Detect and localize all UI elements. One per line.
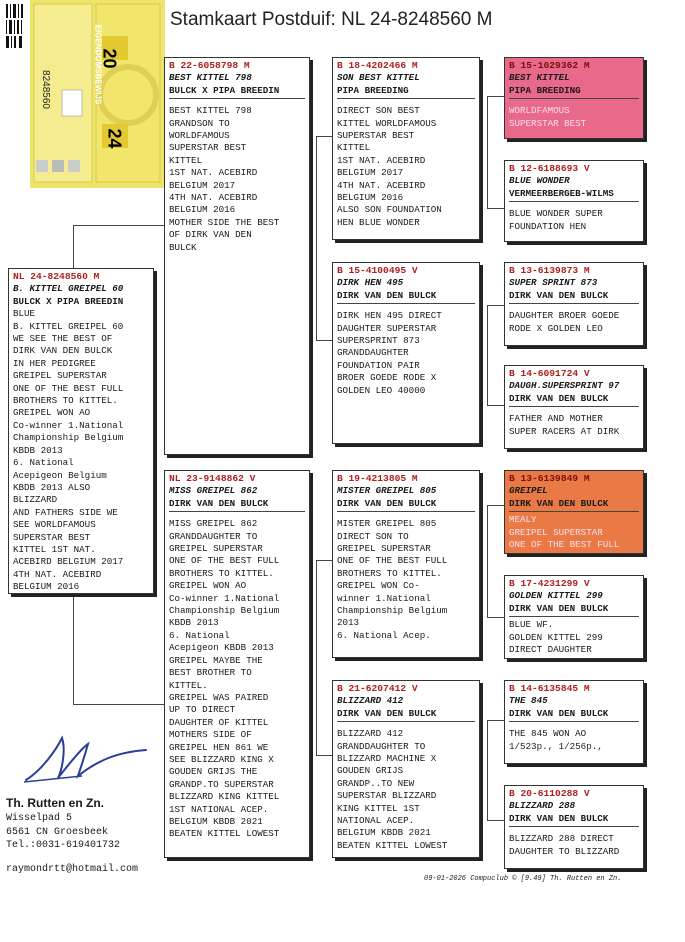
pigeon-card-mff [504, 470, 644, 554]
pigeon-name: DAUGH.SUPERSPRINT 97 [509, 380, 620, 392]
connector-line [487, 505, 488, 617]
pigeon-breeding: DIRK VAN DEN BULCK [337, 708, 475, 722]
connector-line [316, 340, 333, 341]
page-title: Stamkaart Postduif: NL 24-8248560 M [170, 9, 493, 30]
pigeon-name: MISS GREIPEL 862 [169, 485, 258, 497]
breeder-city: 6561 CN Groesbeek [6, 826, 109, 838]
ring-id: B 18-4202466 M [337, 60, 418, 71]
pigeon-notes: BLUE B. KITTEL GREIPEL 60 WE SEE THE BEST OF DIRK VAN DEN BULCK IN HER PEDIGREE GREIPEL SUPERSTAR ONE OF THE BEST FULL BROTHERS TO KITTEL. GREIPEL WON AO Co-winner 1.National Championship Belgium KBDB 2013 6. National Acepigeon Belgium KBDB 2013 ALSO BLIZZARD AND FATHERS SIDE WE SEE WORLDFAMOUS SUPERSTAR BEST KITTEL 1ST NAT. ACEBIRD BELGIUM 2017 4TH NAT. ACEBIRD BELGIUM 2016 [13, 308, 124, 593]
breeder-phone: Tel.:0031-619401732 [6, 840, 121, 852]
connector-line [487, 96, 505, 97]
ring-id: B 22-6058798 M [169, 60, 250, 71]
breeder-name: Th. Rutten en Zn. [6, 796, 104, 810]
pigeon-notes: BLUE WONDER SUPER FOUNDATION HEN [509, 208, 603, 232]
pigeon-card-fmm [504, 365, 644, 449]
pigeon-notes: MISS GREIPEL 862 GRANDDAUGHTER TO GREIPEL SUPERSTAR ONE OF THE BEST FULL BROTHERS TO KITTEL. GREIPEL WON AO Co-winner 1.National Championship Belgium KBDB 2013 6. National Acepigeon KBDB 2013 GREIPEL MAYBE THE BEST BROTHER TO KITTEL. GREIPEL WAS PAIRED UP TO DIRECT DAUGHTER OF KITTEL MOTHERS SIDE OF GREIPEL HEN 861 WE SEE BLIZZARD KING X GOUDEN GRIJS THE GRANDP.TO SUPERSTAR BLIZZARD KING KITTEL 1ST NATIONAL ACEP. BELGIUM KBDB 2021 BEATEN KITTEL LOWEST [169, 518, 280, 840]
connector-line [487, 617, 505, 618]
connector-line [316, 560, 333, 561]
connector-line [487, 405, 505, 406]
pigeon-card-mf [332, 470, 480, 658]
ring-id: B 14-6135845 M [509, 683, 590, 694]
pigeon-notes: BLUE WF. GOLDEN KITTEL 299 DIRECT DAUGHTER [509, 619, 603, 656]
pigeon-notes: THE 845 WON AO 1/523p., 1/256p., [509, 728, 603, 752]
connector-line [316, 136, 317, 341]
breeder-street: Wisselpad 5 [6, 813, 73, 825]
pigeon-notes: MEALY GREIPEL SUPERSTAR ONE OF THE BEST FULL [509, 514, 620, 551]
connector-line [487, 305, 488, 405]
ring-id: B 12-6188693 V [509, 163, 590, 174]
pigeon-breeding: DIRK VAN DEN BULCK [509, 498, 639, 512]
pigeon-notes: DIRK HEN 495 DIRECT DAUGHTER SUPERSTAR SUPERSPRINT 873 GRANDDAUGHTER FOUNDATION PAIR BROER GOEDE RODE X GOLDEN LEO 40000 [337, 310, 442, 396]
connector-line [487, 96, 488, 208]
ring-ownership-card [0, 0, 165, 188]
connector-line [73, 704, 165, 705]
connector-line [487, 208, 505, 209]
connector-line [316, 136, 333, 137]
pigeon-card-mother [164, 470, 310, 858]
pigeon-name: B. KITTEL GREIPEL 60 [13, 283, 124, 295]
pigeon-breeding: DIRK VAN DEN BULCK [509, 813, 639, 827]
ring-id: B 13-6139873 M [509, 265, 590, 276]
pigeon-name: BLIZZARD 412 [337, 695, 404, 707]
pigeon-card-mfm [504, 575, 644, 659]
pigeon-notes: DIRECT SON BEST KITTEL WORLDFAMOUS SUPERSTAR BEST KITTEL 1ST NAT. ACEBIRD BELGIUM 2017 4TH NAT. ACEBIRD BELGIUM 2016 ALSO SON FOUNDATION HEN BLUE WONDER [337, 105, 442, 228]
ring-id: B 15-4100495 V [337, 265, 418, 276]
ring-id: NL 24-8248560 M [13, 271, 100, 282]
pigeon-card-mmf [504, 680, 644, 764]
pigeon-card-mmm [504, 785, 644, 869]
pigeon-card-father [164, 57, 310, 455]
ring-year-top: 20 [99, 48, 120, 69]
pigeon-name: GOLDEN KITTEL 299 [509, 590, 603, 602]
connector-line [73, 225, 165, 226]
pigeon-notes: BEST KITTEL 798 GRANDSON TO WORLDFAMOUS SUPERSTAR BEST KITTEL 1ST NAT. ACEBIRD BELGIUM 2017 4TH NAT. ACEBIRD BELGIUM 2016 MOTHER SIDE THE BEST OF DIRK VAN DEN BULCK [169, 105, 280, 253]
pigeon-breeding: BULCK X PIPA BREEDIN [13, 295, 124, 307]
ring-card-graphic [0, 0, 165, 188]
pigeon-name: MISTER GREIPEL 805 [337, 485, 437, 497]
ring-side-text: EIGENDOMSBEWIJS [93, 24, 103, 105]
pigeon-name: SON BEST KITTEL [337, 72, 420, 84]
pigeon-breeding: PIPA BREEDING [337, 85, 475, 99]
connector-line [487, 820, 505, 821]
breeder-email: raymondrtt@hotmail.com [6, 864, 139, 875]
pigeon-card-fm [332, 262, 480, 444]
pigeon-breeding: DIRK VAN DEN BULCK [169, 498, 305, 512]
pigeon-breeding: DIRK VAN DEN BULCK [509, 708, 639, 722]
pigeon-notes: BLIZZARD 412 GRANDDAUGHTER TO BLIZZARD MACHINE X GOUDEN GRIJS GRANDP..TO NEW SUPERSTAR BLIZZARD KING KITTEL 1ST NATIONAL ACEP. BELGIUM KBDB 2021 BEATEN KITTEL LOWEST [337, 728, 448, 851]
pigeon-breeding: DIRK VAN DEN BULCK [509, 290, 639, 304]
ring-id: B 20-6110288 V [509, 788, 590, 799]
pigeon-breeding: DIRK VAN DEN BULCK [337, 498, 475, 512]
ring-id: B 13-6139849 M [509, 473, 590, 484]
pigeon-notes: WORLDFAMOUS SUPERSTAR BEST [509, 105, 587, 129]
pigeon-name: THE 845 [509, 695, 548, 707]
pigeon-breeding: DIRK VAN DEN BULCK [337, 290, 475, 304]
pigeon-card-mm [332, 680, 480, 858]
footer-credits: 09-01-2026 Compuclub © [9.49] Th. Rutten en Zn. [424, 875, 622, 883]
ring-year-bottom: 24 [104, 128, 125, 149]
pigeon-notes: DAUGHTER BROER GOEDE RODE X GOLDEN LEO [509, 310, 620, 334]
ring-id: B 19-4213805 M [337, 473, 418, 484]
pigeon-notes: FATHER AND MOTHER SUPER RACERS AT DIRK [509, 413, 620, 437]
pigeon-name: BEST KITTEL [509, 72, 570, 84]
pigeon-card-ffm [504, 160, 644, 242]
connector-line [487, 305, 505, 306]
pigeon-name: BLIZZARD 288 [509, 800, 576, 812]
ring-id: B 17-4231299 V [509, 578, 590, 589]
pigeon-name: SUPER SPRINT 873 [509, 277, 598, 289]
ring-id: NL 23-9148862 V [169, 473, 256, 484]
pigeon-notes: BLIZZARD 288 DIRECT DAUGHTER TO BLIZZARD [509, 833, 620, 857]
pigeon-breeding: VERMEERBERGEB-WILMS [509, 188, 639, 202]
pigeon-breeding: DIRK VAN DEN BULCK [509, 603, 639, 617]
pigeon-notes: MISTER GREIPEL 805 DIRECT SON TO GREIPEL SUPERSTAR ONE OF THE BEST FULL BROTHERS TO KITTEL. GREIPEL WON Co- winner 1.National Championship Belgium 2013 6. National Acep. [337, 518, 448, 641]
pigeon-breeding: PIPA BREEDING [509, 85, 639, 99]
connector-line [316, 755, 333, 756]
connector-line [73, 225, 74, 269]
pigeon-card-fmf [504, 262, 644, 346]
pigeon-name: GREIPEL [509, 485, 548, 497]
pigeon-name: BLUE WONDER [509, 175, 570, 187]
connector-line [487, 720, 505, 721]
pigeon-breeding: DIRK VAN DEN BULCK [509, 393, 639, 407]
breeder-info [6, 797, 120, 853]
ring-number: 8248560 [39, 70, 51, 109]
connector-line [487, 720, 488, 820]
signature-icon [22, 730, 152, 790]
connector-line [73, 595, 74, 705]
pigeon-card-fff [504, 57, 644, 139]
connector-line [316, 560, 317, 755]
pigeon-card-main [8, 268, 154, 594]
pigeon-breeding: BULCK X PIPA BREEDIN [169, 85, 305, 99]
connector-line [487, 505, 505, 506]
pigeon-name: DIRK HEN 495 [337, 277, 404, 289]
ring-id: B 15-1029362 M [509, 60, 590, 71]
ring-id: B 21-6207412 V [337, 683, 418, 694]
ring-id: B 14-6091724 V [509, 368, 590, 379]
pigeon-card-ff [332, 57, 480, 240]
pigeon-name: BEST KITTEL 798 [169, 72, 252, 84]
